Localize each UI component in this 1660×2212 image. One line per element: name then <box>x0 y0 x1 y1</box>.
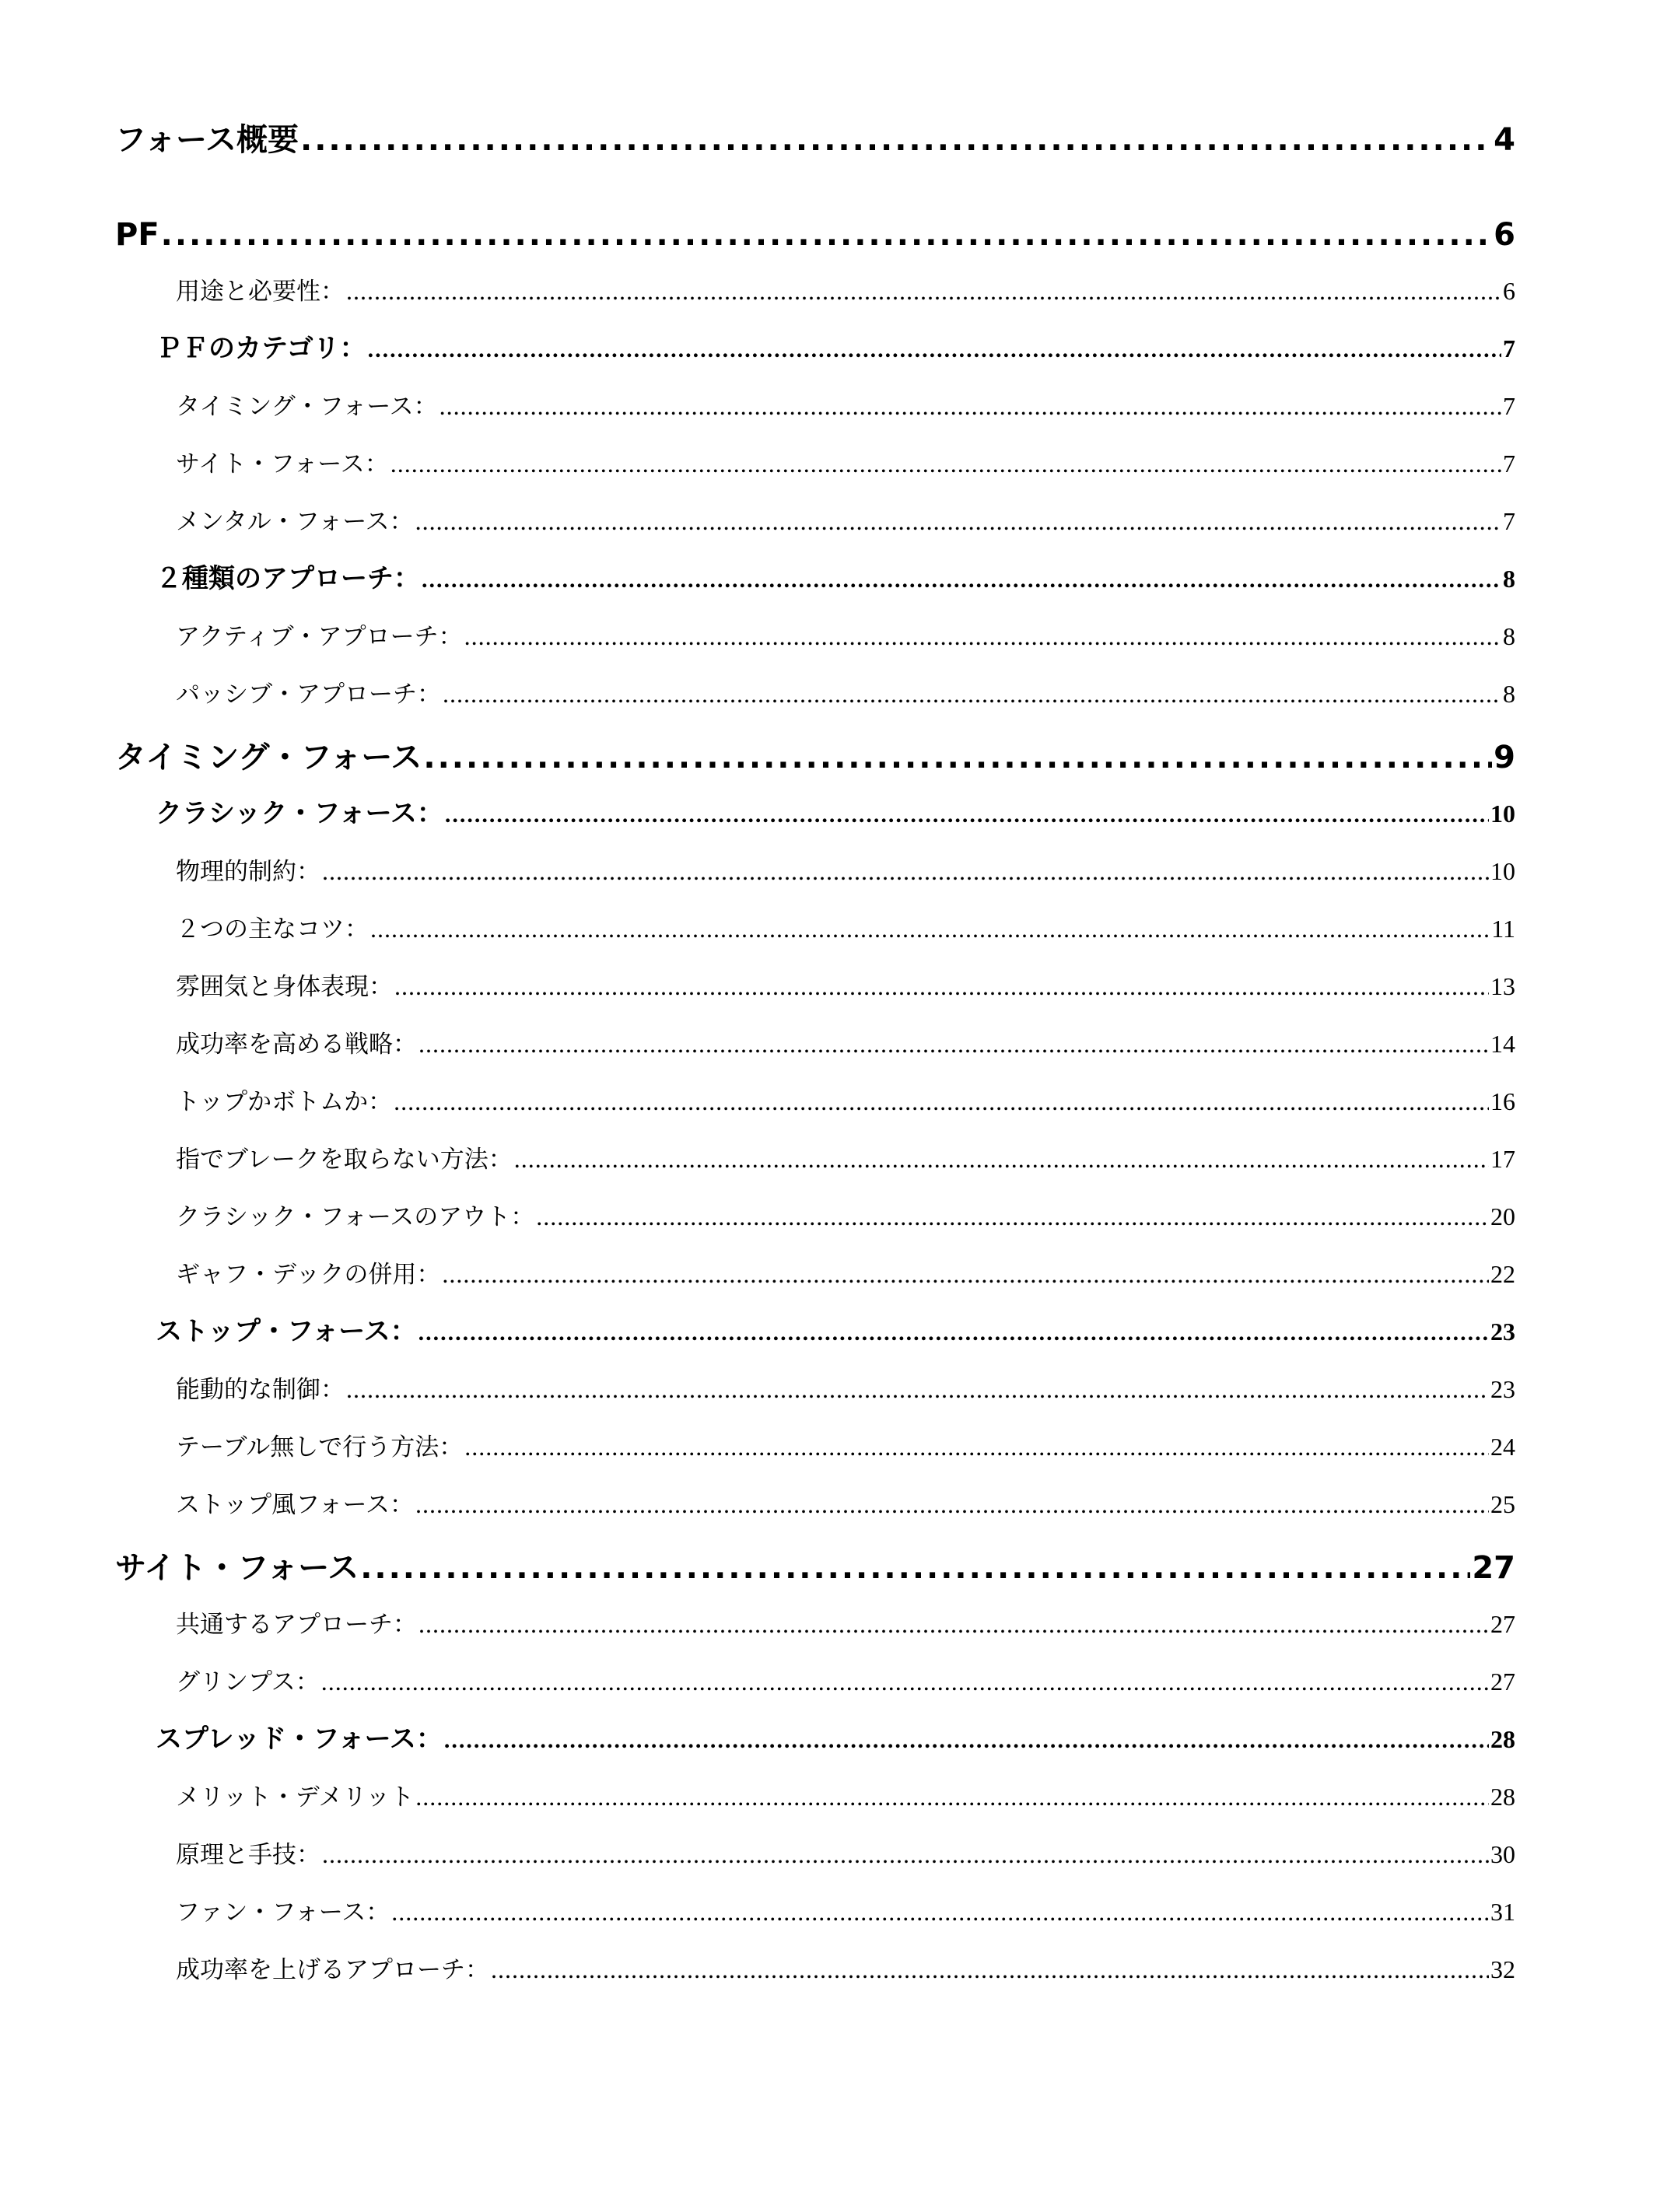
toc-entry-subsection[interactable] <box>115 1249 1515 1307</box>
dot-leader <box>419 1019 1489 1069</box>
toc-entry-title: パッシブ・アプローチ： <box>176 681 441 709</box>
toc-entry-title: タイミング・フォース： <box>176 393 438 421</box>
dot-leader <box>346 1364 1489 1414</box>
toc-entry-subsection[interactable] <box>115 1422 1515 1479</box>
toc-entry-title: クラシック・フォース： <box>156 798 443 829</box>
toc-entry-chapter[interactable] <box>115 212 1515 258</box>
toc-entry-page-number: 25 <box>1490 1490 1515 1518</box>
toc-entry-chapter[interactable] <box>115 1545 1515 1591</box>
toc-entry-subsection[interactable] <box>115 1599 1515 1657</box>
toc-entry-title: サイト・フォース： <box>176 450 389 478</box>
dot-leader <box>394 961 1489 1011</box>
toc-entry-page-number: 13 <box>1490 972 1515 1000</box>
toc-entry-subsection[interactable] <box>115 1829 1515 1887</box>
dot-leader <box>419 1308 1489 1358</box>
dot-leader <box>442 1249 1489 1299</box>
toc-entry-title: メンタル・フォース： <box>176 508 414 536</box>
dot-leader <box>443 669 1501 719</box>
toc-entry-subsection[interactable] <box>115 1019 1515 1076</box>
toc-entry-subsection[interactable] <box>115 669 1515 726</box>
spacer <box>115 258 1515 266</box>
toc-entry-title: フォース概要 <box>115 122 299 158</box>
toc-entry-title: アクティブ・アプローチ： <box>176 623 463 651</box>
toc-entry-subsection[interactable] <box>115 381 1515 439</box>
toc-entry-subsection[interactable] <box>115 1887 1515 1944</box>
toc-entry-subsection[interactable] <box>115 961 1515 1019</box>
toc-entry-page-number: 8 <box>1503 565 1515 593</box>
dot-leader <box>423 734 1492 781</box>
toc-entry-page-number: 8 <box>1503 622 1515 650</box>
toc-entry-subsection[interactable] <box>115 846 1515 904</box>
toc-entry-page-number: 16 <box>1490 1087 1515 1115</box>
dot-leader <box>440 381 1501 431</box>
toc-entry-page-number: 23 <box>1490 1318 1515 1346</box>
toc-entry-subsection[interactable] <box>115 1944 1515 2002</box>
toc-entry-subsection[interactable] <box>115 1076 1515 1134</box>
toc-entry-page-number: 31 <box>1490 1898 1515 1926</box>
dot-leader <box>161 212 1493 258</box>
toc-entry-section[interactable] <box>115 1714 1515 1772</box>
dot-leader <box>514 1134 1489 1184</box>
toc-entry-page-number: 7 <box>1503 507 1515 535</box>
toc-entry-page-number: 6 <box>1494 217 1515 253</box>
toc-entry-title: 指でブレークを取らない方法： <box>176 1146 513 1174</box>
toc-entry-title: ストップ風フォース： <box>176 1491 414 1519</box>
toc-entry-title: ２つの主なコツ： <box>176 915 369 943</box>
toc-entry-title: ギャフ・デックの併用： <box>176 1261 441 1289</box>
toc-entry-title: 雰囲気と身体表現： <box>176 973 393 1001</box>
toc-entry-section[interactable] <box>115 324 1515 381</box>
dot-leader <box>322 846 1489 896</box>
toc-entry-subsection[interactable] <box>115 904 1515 961</box>
toc-entry-subsection[interactable] <box>115 1134 1515 1192</box>
dot-leader <box>368 325 1501 375</box>
toc-entry-title: メリット・デメリット <box>176 1783 415 1811</box>
dot-leader <box>360 1545 1470 1591</box>
dot-leader <box>415 1479 1489 1529</box>
dot-leader <box>415 1772 1489 1822</box>
toc-entry-title: サイト・フォース <box>115 1550 359 1586</box>
toc-entry-page-number: 8 <box>1503 680 1515 708</box>
toc-entry-title: ストップ・フォース： <box>156 1316 417 1347</box>
toc-entry-page-number: 28 <box>1490 1783 1515 1811</box>
toc-entry-page-number: 23 <box>1490 1375 1515 1403</box>
toc-entry-page-number: 32 <box>1490 1955 1515 1983</box>
toc-entry-page-number: 11 <box>1491 915 1515 943</box>
toc-entry-title: クラシック・フォースのアウト： <box>176 1203 535 1231</box>
dot-leader <box>445 790 1489 840</box>
toc-entry-subsection[interactable] <box>115 611 1515 669</box>
toc-entry-title: ファン・フォース： <box>176 1899 390 1927</box>
toc-entry-title: 用途と必要性： <box>176 278 345 306</box>
toc-entry-title: 成功率を上げるアプローチ： <box>176 1956 489 1984</box>
dot-leader <box>415 496 1501 546</box>
toc-entry-page-number: 28 <box>1490 1725 1515 1753</box>
toc-entry-subsection[interactable] <box>115 1657 1515 1714</box>
toc-entry-subsection[interactable] <box>115 1772 1515 1829</box>
toc-entry-title: タイミング・フォース <box>115 740 422 775</box>
toc-entry-page-number: 17 <box>1490 1145 1515 1173</box>
dot-leader <box>464 611 1501 661</box>
toc-entry-section[interactable] <box>115 554 1515 611</box>
toc-entry-page-number: 7 <box>1503 334 1515 362</box>
toc-entry-subsection[interactable] <box>115 1479 1515 1537</box>
dot-leader <box>390 439 1501 488</box>
toc-entry-title: トップかボトムか： <box>176 1088 393 1116</box>
toc-entry-page-number: 6 <box>1503 277 1515 305</box>
toc-entry-section[interactable] <box>115 1307 1515 1364</box>
toc-entry-page-number: 4 <box>1494 122 1515 158</box>
toc-entry-subsection[interactable] <box>115 266 1515 324</box>
dot-leader <box>491 1944 1489 1994</box>
toc-entry-title: PF <box>115 217 159 253</box>
dot-leader <box>321 1657 1489 1706</box>
toc-entry-page-number: 27 <box>1472 1550 1515 1586</box>
dot-leader <box>370 904 1490 954</box>
dot-leader <box>419 1599 1489 1649</box>
toc-entry-page-number: 27 <box>1490 1610 1515 1638</box>
toc-entry-page-number: 10 <box>1490 857 1515 885</box>
dot-leader <box>300 117 1492 163</box>
toc-entry-subsection[interactable] <box>115 439 1515 496</box>
toc-entry-title: スプレッド・フォース： <box>156 1724 443 1755</box>
dot-leader <box>464 1422 1489 1472</box>
spacer <box>115 1591 1515 1599</box>
toc-entry-page-number: 30 <box>1490 1840 1515 1868</box>
toc-entry-chapter[interactable] <box>115 734 1515 781</box>
toc-entry-title: ２種類のアプローチ： <box>156 563 420 594</box>
toc-entry-page-number: 10 <box>1490 800 1515 828</box>
toc-entry-title: 物理的制約： <box>176 858 320 886</box>
toc-entry-title: ＰＦのカテゴリ： <box>156 333 366 364</box>
toc-entry-page-number: 22 <box>1490 1260 1515 1288</box>
spacer <box>115 726 1515 734</box>
toc-entry-title: 能動的な制御： <box>176 1376 345 1404</box>
dot-leader <box>346 266 1501 316</box>
toc-entry-page-number: 7 <box>1503 450 1515 478</box>
toc-entry-chapter[interactable] <box>115 117 1515 163</box>
spacer <box>115 163 1515 212</box>
toc-entry-title: テーブル無しで行う方法： <box>176 1433 464 1461</box>
toc-entry-subsection[interactable] <box>115 1364 1515 1422</box>
dot-leader <box>322 1829 1489 1879</box>
dot-leader <box>444 1716 1489 1766</box>
toc-entry-title: グリンプス： <box>176 1668 320 1696</box>
dot-leader <box>536 1192 1489 1241</box>
toc-entry-page-number: 7 <box>1503 392 1515 420</box>
dot-leader <box>422 555 1501 605</box>
toc-entry-page-number: 20 <box>1490 1202 1515 1230</box>
dot-leader <box>391 1887 1489 1937</box>
toc-entry-page-number: 24 <box>1490 1433 1515 1461</box>
toc-entry-page-number: 14 <box>1490 1030 1515 1058</box>
spacer <box>115 781 1515 789</box>
toc-entry-page-number: 9 <box>1494 740 1515 775</box>
toc-entry-subsection[interactable] <box>115 496 1515 554</box>
toc-entry-title: 成功率を高める戦略： <box>176 1031 417 1059</box>
toc-entry-section[interactable] <box>115 789 1515 846</box>
table-of-contents <box>115 117 1515 2002</box>
spacer <box>115 1537 1515 1545</box>
dot-leader <box>394 1076 1489 1126</box>
toc-entry-subsection[interactable] <box>115 1192 1515 1249</box>
toc-entry-title: 原理と手技： <box>176 1841 320 1869</box>
toc-entry-title: 共通するアプローチ： <box>176 1611 417 1639</box>
toc-entry-page-number: 27 <box>1490 1668 1515 1696</box>
